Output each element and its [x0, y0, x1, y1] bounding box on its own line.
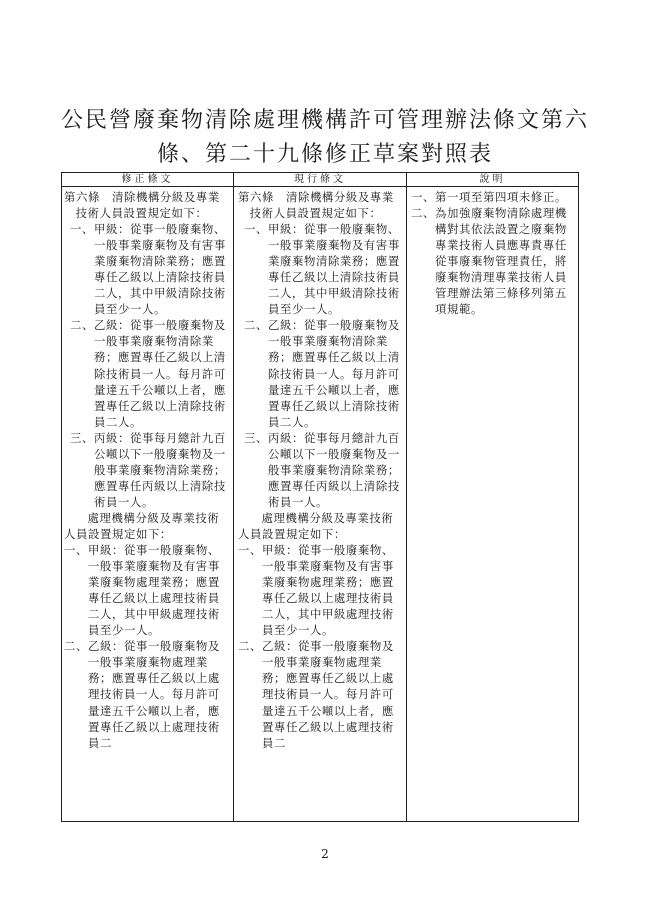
current-clause-intro: 第六條 清除機構分級及專業技術人員設置規定如下：	[238, 190, 394, 221]
header-current: 現行條文	[234, 173, 406, 187]
revised-item-1: 一、 甲級：從事一般廢棄物、一般事業廢棄物及有害事業廢棄物清除業務；應置專任乙級以上清除技術員二人，其中甲級清除技術員至少一人。	[70, 222, 226, 317]
header-note: 說明	[407, 173, 578, 187]
note-column	[411, 189, 573, 317]
revised-item-3: 三、 丙級：從事每月總計九百公噸以下一般廢棄物及一般事業廢棄物清除業務；應置專任丙級以上清除技術員一人。	[70, 430, 226, 509]
revised-column	[64, 189, 229, 751]
column-divider	[233, 173, 234, 821]
current-paragraph-2: 處理機構分級及專業技術人員設置規定如下：	[238, 510, 394, 541]
revised-clause-intro: 第六條 清除機構分級及專業技術人員設置規定如下：	[64, 190, 220, 221]
note-item-1: 一、 第一項至第四項未修正。	[411, 190, 567, 204]
revised-item-4: 一、 甲級：從事一般廢棄物、一般事業廢棄物及有害事業廢棄物處理業務；應置專任乙級以上處理技術員二人，其中甲級處理技術員至少一人。	[64, 543, 220, 638]
note-item-2: 二、 為加強廢棄物清除處理機構對其依法設置之廢棄物專業技術人員應專責專任從事廢棄物管理責任，將廢棄物清理專業技術人員管理辦法第三條移列第五項規範。	[411, 206, 567, 317]
revised-item-5: 二、 乙級：從事一般廢棄物及一般事業廢棄物處理業務；應置專任乙級以上處理技術員一人。每月許可量達五千公噸以上者，應置專任乙級以上處理技術員二	[64, 639, 220, 750]
current-column	[238, 189, 402, 751]
column-divider	[406, 173, 407, 821]
current-item-1: 一、 甲級：從事一般廢棄物、一般事業廢棄物及有害事業廢棄物清除業務；應置專任乙級以上清除技術員二人，其中甲級清除技術員至少一人。	[244, 222, 400, 317]
title-line-2: 條、第二十九條修正草案對照表	[156, 142, 493, 167]
revised-paragraph-2: 處理機構分級及專業技術人員設置規定如下：	[64, 510, 220, 541]
title-line-1: 公民營廢棄物清除處理機構許可管理辦法條文第六	[60, 108, 589, 133]
current-item-3: 三、 丙級：從事每月總計九百公噸以下一般廢棄物及一般事業廢棄物清除業務；應置專任丙級以上清除技術員一人。	[244, 430, 400, 509]
revised-item-2: 二、 乙級：從事一般廢棄物及一般事業廢棄物清除業務；應置專任乙級以上清除技術員一人。每月許可量達五千公噸以上者，應置專任乙級以上清除技術員二人。	[70, 318, 226, 429]
current-item-2: 二、 乙級：從事一般廢棄物及一般事業廢棄物清除業務；應置專任乙級以上清除技術員一人。每月許可量達五千公噸以上者，應置專任乙級以上清除技術員二人。	[244, 318, 400, 429]
header-revised: 修正條文	[62, 173, 233, 187]
current-item-4: 一、 甲級：從事一般廢棄物、一般事業廢棄物及有害事業廢棄物處理業務；應置專任乙級以上處理技術員二人，其中甲級處理技術員至少一人。	[238, 543, 394, 638]
current-item-5: 二、 乙級：從事一般廢棄物及一般事業廢棄物處理業務；應置專任乙級以上處理技術員一人。每月許可量達五千公噸以上者，應置專任乙級以上處理技術員二	[238, 639, 394, 750]
document-title	[60, 104, 590, 172]
comparison-table	[61, 172, 579, 822]
page-number: 2	[321, 847, 329, 861]
